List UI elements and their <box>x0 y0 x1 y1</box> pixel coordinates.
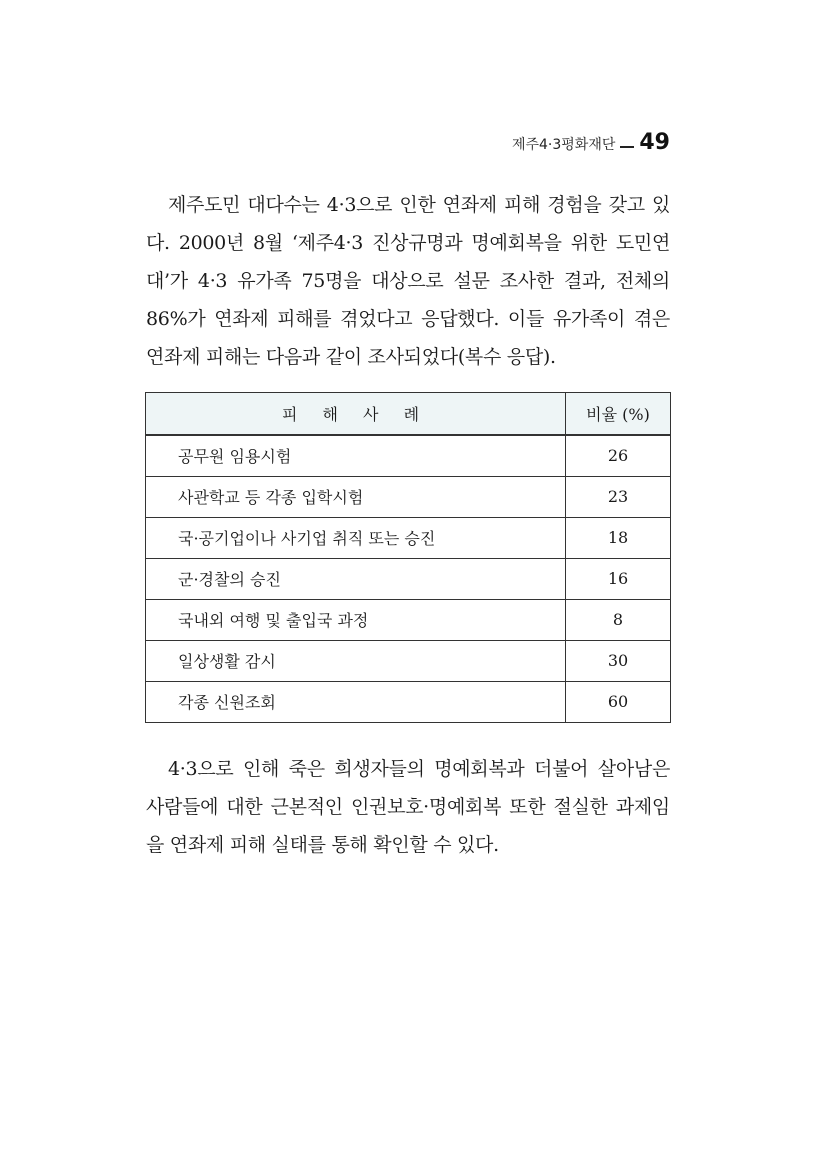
paragraph-1-text: 제주도민 대다수는 4·3으로 인한 연좌제 피해 경험을 갖고 있다. 2000년 8월 ‘제주4·3 진상규명과 명예회복을 위한 도민연대’가 4·3 유가족 75명을 대상으로 설문 조사한 결과, 전체의 86%가 연좌제 피해를 겪었다고 응답했다. 이들 유가족이 겪은 연좌제 피해는 다음과 같이 조사되었다(복수 응답). <box>146 194 670 368</box>
table-row <box>146 681 671 722</box>
rate-cell: 18 <box>566 517 671 558</box>
case-cell: 일상생활 감시 <box>146 640 566 681</box>
rate-cell: 60 <box>566 681 671 722</box>
case-cell: 군·경찰의 승진 <box>146 558 566 599</box>
case-cell: 국·공기업이나 사기업 취직 또는 승진 <box>146 517 566 558</box>
column-header-rate: 비율 (%) <box>566 393 671 435</box>
case-cell: 사관학교 등 각종 입학시험 <box>146 476 566 517</box>
rate-cell: 23 <box>566 476 671 517</box>
rate-cell: 30 <box>566 640 671 681</box>
running-header <box>512 130 670 155</box>
rate-cell: 16 <box>566 558 671 599</box>
header-title: 제주4·3평화재단 <box>511 137 616 153</box>
table-row <box>146 517 671 558</box>
case-cell: 국내외 여행 및 출입국 과정 <box>146 599 566 640</box>
table-row <box>146 476 671 517</box>
case-cell: 공무원 임용시험 <box>146 435 566 477</box>
table-row <box>146 640 671 681</box>
body-paragraph-1 <box>146 186 670 376</box>
page-number: 49 <box>639 130 670 155</box>
rate-cell: 26 <box>566 435 671 477</box>
column-header-case: 피 해 사 례 <box>146 393 566 435</box>
table-header-row <box>146 393 671 435</box>
case-cell: 각종 신원조회 <box>146 681 566 722</box>
table-row <box>146 599 671 640</box>
damage-cases-table <box>145 392 671 723</box>
paragraph-2-text: 4·3으로 인해 죽은 희생자들의 명예회복과 더불어 살아남은 사람들에 대한 근본적인 인권보호·명예회복 또한 절실한 과제임을 연좌제 피해 실태를 통해 확인할 수 있다. <box>146 758 670 856</box>
table-row <box>146 435 671 477</box>
table-row <box>146 558 671 599</box>
header-separator <box>620 146 634 148</box>
rate-cell: 8 <box>566 599 671 640</box>
body-paragraph-2 <box>146 750 670 864</box>
